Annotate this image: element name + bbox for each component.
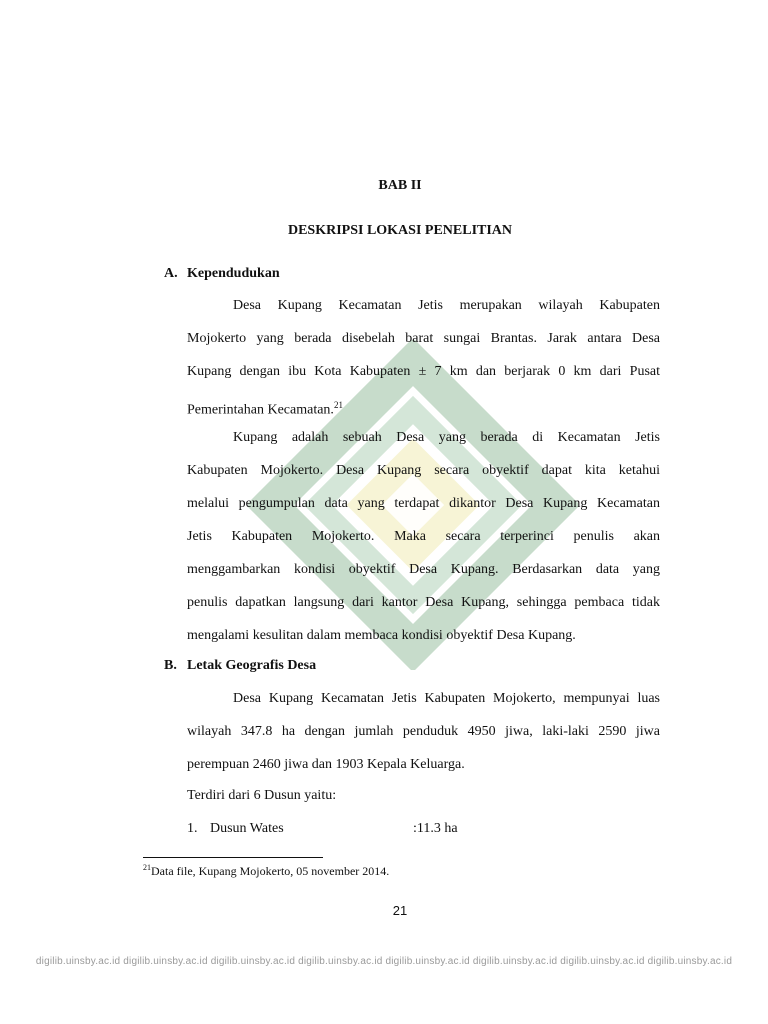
- section-a-label: A.: [164, 266, 178, 281]
- footnote-number: 21: [143, 863, 151, 872]
- paragraph-line: Kupang dengan ibu Kota Kabupaten ± 7 km dan berjarak 0 km dari Pusat: [187, 364, 660, 379]
- section-b-heading: [164, 658, 316, 674]
- paragraph-line: Jetis Kabupaten Mojokerto. Maka secara terperinci penulis akan: [187, 529, 660, 544]
- paragraph-line: Kupang adalah sebuah Desa yang berada di Kecamatan Jetis: [233, 430, 660, 445]
- paragraph-line: Desa Kupang Kecamatan Jetis merupakan wilayah Kabupaten: [233, 298, 660, 313]
- paragraph-line: mengalami kesulitan dalam membaca kondisi obyektif Desa Kupang.: [187, 628, 576, 643]
- section-b-label: B.: [164, 658, 177, 673]
- chapter-title: DESKRIPSI LOKASI PENELITIAN: [287, 223, 513, 238]
- section-a-heading: [164, 266, 280, 282]
- paragraph-line: wilayah 347.8 ha dengan jumlah penduduk 4950 jiwa, laki-laki 2590 jiwa: [187, 724, 660, 739]
- chapter-number: BAB II: [378, 178, 422, 193]
- section-b-title: Letak Geografis Desa: [187, 658, 317, 673]
- paragraph-line-with-ref: [187, 395, 660, 421]
- footnote-reference: 21: [333, 400, 343, 410]
- paragraph-line: melalui pengumpulan data yang terdapat dikantor Desa Kupang Kecamatan: [187, 496, 660, 511]
- dusun-intro: Terdiri dari 6 Dusun yaitu:: [187, 788, 337, 803]
- list-item-name: Dusun Wates: [210, 821, 284, 836]
- footer-watermark-links: digilib.uinsby.ac.id digilib.uinsby.ac.id digilib.uinsby.ac.id digilib.uinsby.ac.id digilib.uinsby.ac.id digilib.uinsby.ac.id digilib.uinsby.ac.id digilib.uinsby.ac.id: [35, 956, 733, 967]
- paragraph-line: penulis dapatkan langsung dari kantor Desa Kupang, sehingga pembaca tidak: [187, 595, 660, 610]
- paragraph-line: Mojokerto yang berada disebelah barat sungai Brantas. Jarak antara Desa: [187, 331, 660, 346]
- list-item: [187, 821, 487, 837]
- paragraph-line-text: Pemerintahan Kecamatan.: [187, 402, 334, 418]
- list-item-number: 1.: [187, 821, 198, 836]
- paragraph-line: Desa Kupang Kecamatan Jetis Kabupaten Mojokerto, mempunyai luas: [233, 691, 660, 706]
- paragraph-line: Kabupaten Mojokerto. Desa Kupang secara obyektif dapat kita ketahui: [187, 463, 660, 478]
- footnote-text: Data file, Kupang Mojokerto, 05 november 2014.: [151, 864, 390, 878]
- section-a-title: Kependudukan: [187, 266, 280, 281]
- paragraph-line: menggambarkan kondisi obyektif Desa Kupang. Berdasarkan data yang: [187, 562, 660, 577]
- footnote: [143, 863, 389, 879]
- list-item-value: :11.3 ha: [413, 821, 458, 836]
- page-number: 21: [392, 903, 408, 918]
- footnote-divider: [143, 857, 323, 858]
- paragraph-line: perempuan 2460 jiwa dan 1903 Kepala Keluarga.: [187, 757, 465, 772]
